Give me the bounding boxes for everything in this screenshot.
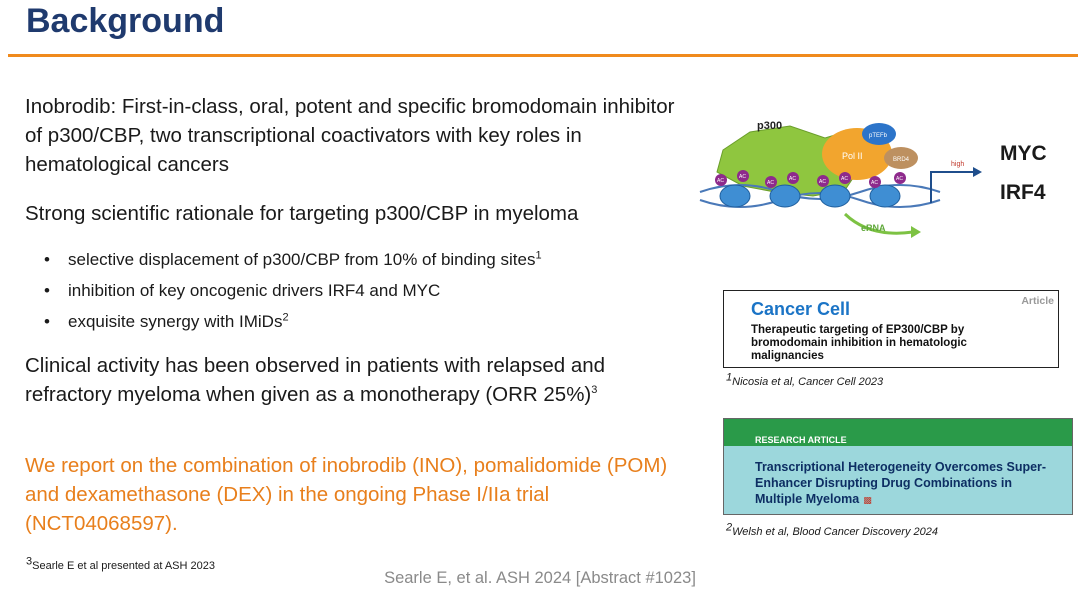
high-label: high [951,161,965,168]
footnote-ref: 2 [282,311,289,324]
clinical-paragraph [25,351,670,409]
acetyl-label: AC [871,180,878,186]
acetyl-label: AC [896,176,903,182]
cancer-cell-article-card [723,290,1059,368]
footnote-ref: 1 [726,371,733,384]
erna-label: eRNA [861,223,886,233]
list-item [44,244,542,275]
clinical-text: Clinical activity has been observed in patients with relapsed and refractory myeloma when given as a monotherapy (ORR 25%) [25,354,606,406]
acetyl-label: AC [841,176,848,182]
footnote-text: Searle E et al presented at ASH 2023 [32,560,215,572]
research-article-card [723,418,1073,515]
article-title: Therapeutic targeting of EP300/CBP by bromodomain inhibition in hematologic malignancies [751,324,967,362]
footnote-ref: 3 [26,555,33,568]
footnote-ref: 3 [591,384,598,397]
journal-name: Cancer Cell [751,299,851,319]
report-paragraph: We report on the combination of inobrodib (INO), pomalidomide (POM) and dexamethasone (DEX) in the ongoing Phase I/IIa trial (NCT04068597). [25,454,668,535]
p300-mechanism-diagram [695,110,995,250]
intro-paragraph: Inobrodib: First-in-class, oral, potent and specific bromodomain inhibitor of p300/CBP, two transcriptional coactivators with key roles in hematological cancers [25,95,675,176]
open-access-icon: ▩ [863,495,872,505]
gene-label-myc: MYC [1000,142,1047,165]
bullet-text: inhibition of key oncogenic drivers IRF4 and MYC [68,281,441,300]
acetyl-label: AC [717,178,724,184]
rationale-heading: Strong scientific rationale for targeting p300/CBP in myeloma [25,202,579,225]
list-item [44,275,542,306]
card1-citation [726,371,884,388]
nucleosome [870,185,900,207]
list-item [44,306,542,337]
research-article-title-text: Transcriptional Heterogeneity Overcomes Super-Enhancer Disrupting Drug Combinations in Multiple Myeloma [755,460,1047,506]
erna-arrow-head-icon [911,226,921,238]
rationale-list [44,244,542,337]
article-tag: Article [1021,295,1054,307]
acetyl-label: AC [767,180,774,186]
gene-label-irf4: IRF4 [1000,181,1046,204]
citation-text: Nicosia et al, Cancer Cell 2023 [732,376,884,388]
research-article-title [755,459,1055,508]
bullet-text: selective displacement of p300/CBP from 10% of binding sites [68,250,536,269]
acetyl-label: AC [819,179,826,185]
nucleosome [820,185,850,207]
page-title: Background [26,2,225,40]
footnote-ref: 1 [535,249,542,262]
title-divider [8,54,1078,57]
acetyl-label: AC [789,176,796,182]
footnote-ref: 2 [726,521,733,534]
citation-text: Welsh et al, Blood Cancer Discovery 2024 [732,526,938,538]
research-article-tag: RESEARCH ARTICLE [755,435,847,445]
brd4-label: BRD4 [893,157,910,163]
nucleosome [720,185,750,207]
acetyl-label: AC [739,174,746,180]
transcription-arrow [931,172,973,203]
pol-ii-label: Pol II [842,151,863,161]
arrow-head-icon [973,167,982,177]
nucleosome [770,185,800,207]
p300-label: p300 [757,120,783,132]
footer-citation: Searle E, et al. ASH 2024 [Abstract #1023] [384,569,696,587]
ptefb-label: pTEFb [869,133,888,139]
bullet-text: exquisite synergy with IMiDs [68,312,283,331]
card2-citation [726,521,938,538]
